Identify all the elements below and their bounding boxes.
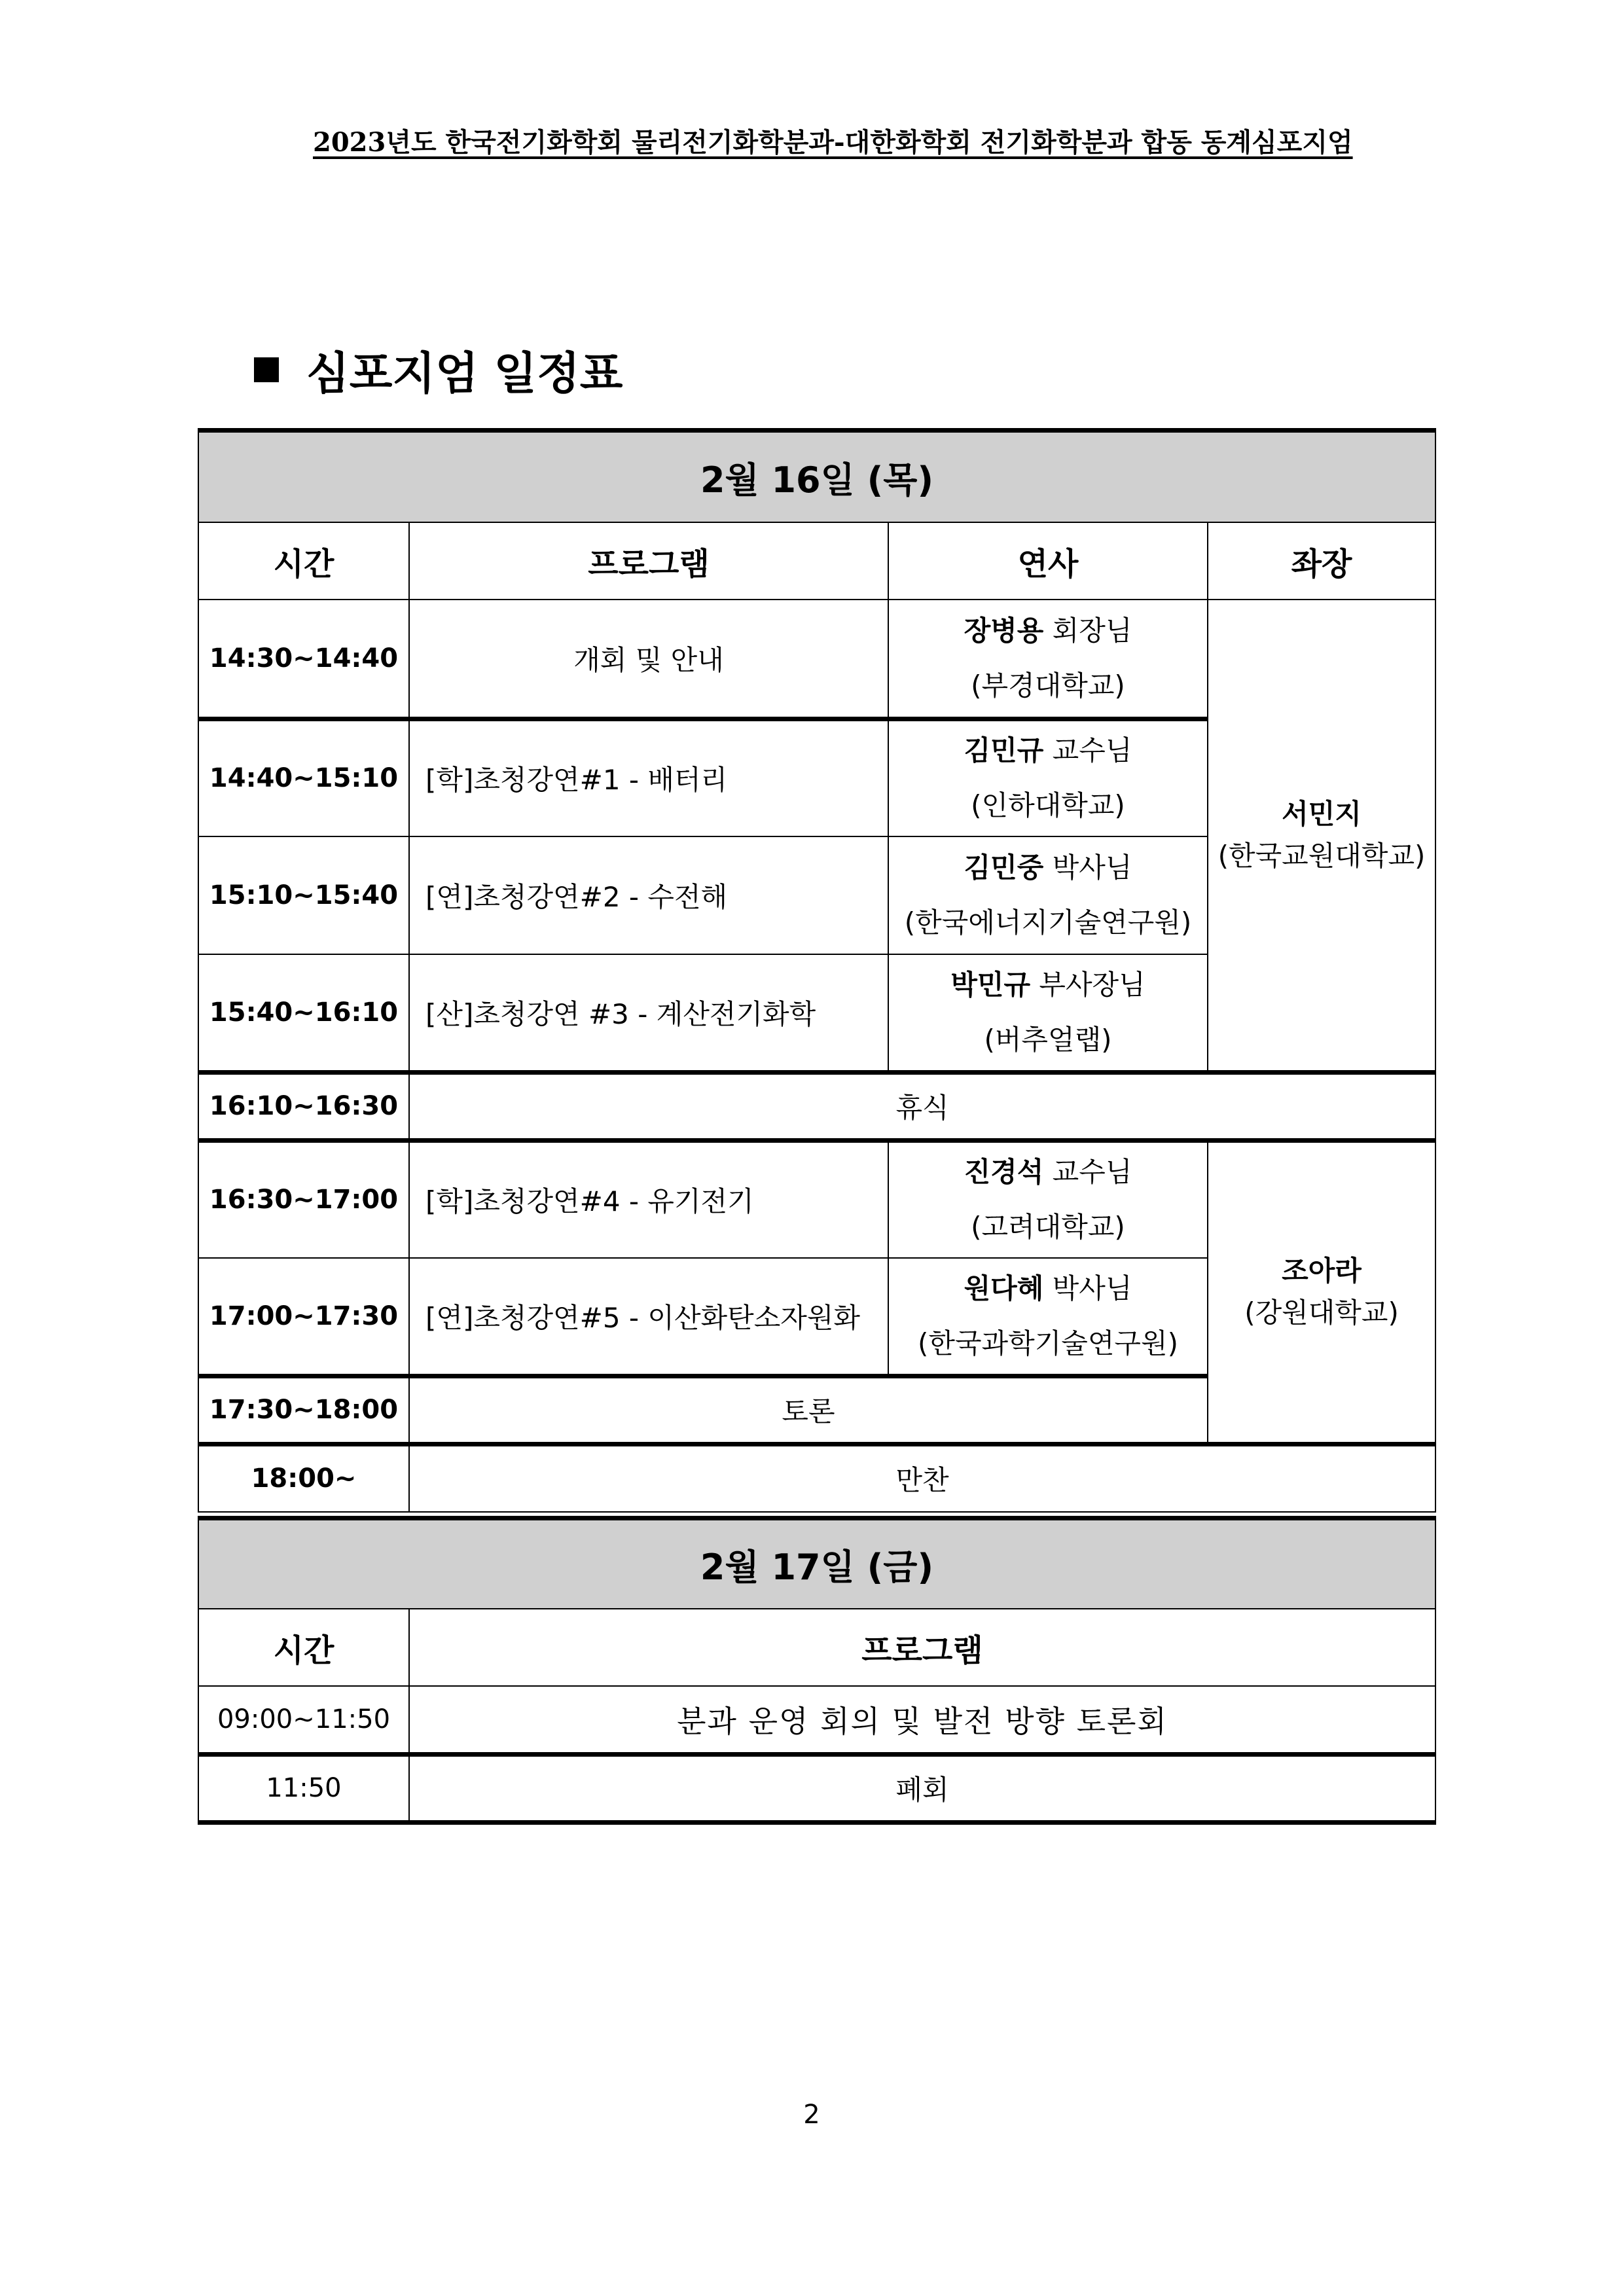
document-header-title: 2023년도 한국전기화학회 물리전기화학분과-대한화학회 전기화학분과 합동 동계심포지엄 [313,127,1353,158]
time-cell: 14:40~15:10 [198,719,409,836]
speaker-cell [888,1140,1208,1258]
speaker-cell [888,600,1208,719]
schedule-table-day1 [198,428,1436,1513]
column-header-chair: 좌장 [1208,522,1435,600]
speaker-name: 박민규 [950,968,1031,1001]
speaker-name: 원다혜 [964,1272,1044,1304]
column-header-speaker: 연사 [888,522,1208,600]
table-row [198,1444,1435,1512]
speaker-cell [888,719,1208,836]
time-cell: 16:10~16:30 [198,1072,409,1140]
speaker-title: 교수님 [1052,734,1132,767]
program-cell: 토론 [409,1376,1208,1444]
speaker-affiliation: (한국에너지기술연구원) [904,906,1192,939]
program-cell: 만찬 [409,1444,1435,1512]
time-cell: 14:30~14:40 [198,600,409,719]
speaker-title: 부사장님 [1039,968,1146,1001]
program-cell: 폐회 [409,1754,1435,1822]
speaker-affiliation: (부경대학교) [971,669,1125,702]
table-row [198,1140,1435,1258]
speaker-title: 박사님 [1052,1272,1132,1304]
section-heading-text: 심포지엄 일정표 [306,348,623,400]
table-row [198,600,1435,719]
program-cell: 개회 및 안내 [409,600,888,719]
column-header-program: 프로그램 [409,522,888,600]
table-row [198,1686,1435,1754]
program-cell: [연]초청강연#2 - 수전해 [409,836,888,954]
table-row [198,1072,1435,1140]
chair-cell [1208,1140,1435,1444]
chair-name: 서민지 [1282,797,1362,830]
time-cell: 11:50 [198,1754,409,1822]
time-cell: 18:00~ [198,1444,409,1512]
day2-date-header: 2월 17일 (금) [198,1518,1435,1609]
speaker-affiliation: (한국과학기술연구원) [918,1327,1178,1359]
speaker-title: 박사님 [1052,852,1132,884]
page-number: 2 [803,2100,820,2130]
chair-affiliation: (강원대학교) [1244,1297,1399,1329]
column-header-program: 프로그램 [409,1609,1435,1686]
speaker-affiliation: (인하대학교) [971,789,1125,822]
program-cell: [연]초청강연#5 - 이산화탄소자원화 [409,1258,888,1376]
speaker-name: 김민규 [964,734,1044,767]
time-cell: 17:30~18:00 [198,1376,409,1444]
speaker-cell [888,954,1208,1072]
section-heading [254,337,623,403]
speaker-cell [888,836,1208,954]
time-cell: 09:00~11:50 [198,1686,409,1754]
program-cell: [학]초청강연#4 - 유기전기 [409,1140,888,1258]
time-cell: 17:00~17:30 [198,1258,409,1376]
speaker-name: 진경석 [964,1156,1044,1189]
time-cell: 15:10~15:40 [198,836,409,954]
time-cell: 15:40~16:10 [198,954,409,1072]
column-header-time: 시간 [198,522,409,600]
chair-affiliation: (한국교원대학교) [1218,839,1426,872]
chair-cell [1208,600,1435,1072]
schedule-table-day2 [198,1516,1436,1825]
day1-date-header: 2월 16일 (목) [198,431,1435,523]
chair-name: 조아라 [1282,1255,1362,1287]
speaker-title: 회장님 [1052,614,1132,647]
speaker-title: 교수님 [1052,1156,1132,1189]
speaker-name: 김민중 [964,852,1044,884]
black-square-icon [254,357,279,382]
column-header-time: 시간 [198,1609,409,1686]
table-row [198,1754,1435,1822]
speaker-cell [888,1258,1208,1376]
program-cell: 휴식 [409,1072,1435,1140]
speaker-affiliation: (고려대학교) [971,1211,1125,1244]
program-cell: [산]초청강연 #3 - 계산전기화학 [409,954,888,1072]
speaker-name: 장병용 [964,614,1044,647]
program-cell: [학]초청강연#1 - 배터리 [409,719,888,836]
program-cell: 분과 운영 회의 및 발전 방향 토론회 [409,1686,1435,1754]
time-cell: 16:30~17:00 [198,1140,409,1258]
speaker-affiliation: (버추얼랩) [984,1023,1112,1056]
